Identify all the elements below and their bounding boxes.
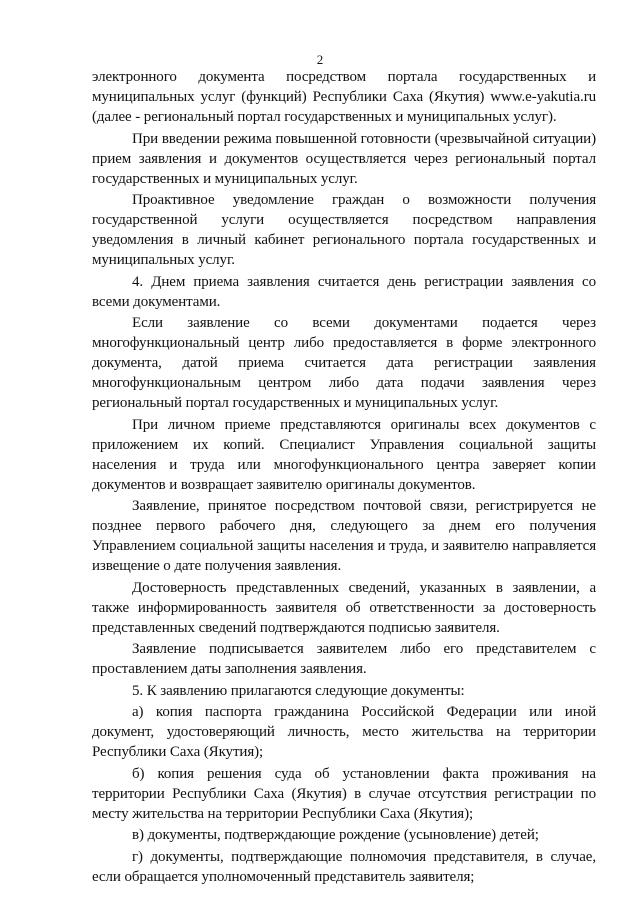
paragraph: Достоверность представленных сведений, указанных в заявлении, а также информированность заявителя об ответственности за достоверность представленных сведений подтверждаются подписью заявителя. (92, 579, 596, 636)
paragraph: При личном приеме представляются оригиналы всех документов с приложением их копий. Специалист Управления социальной защиты населения и труда или многофункционального центра заверяет копии документов и возвращает заявителю оригиналы документов. (92, 416, 596, 493)
paragraph: а) копия паспорта гражданина Российской Федерации или иной документ, удостоверяющий личность, место жительства на территории Республики Саха (Якутия); (92, 704, 596, 760)
paragraph: При введении режима повышенной готовности (чрезвычайной ситуации) прием заявления и документов осуществляется через региональный портал государственных и муниципальных услуг. (92, 130, 596, 187)
paragraph: Если заявление со всеми документами подается через многофункциональный центр либо предоставляется в форме электронного документа, датой приема считается дата регистрации заявления многофункциональным центром либо дата подачи заявления через региональный портал государственных и муниципальных услуг. (92, 315, 596, 411)
paragraph: Проактивное уведомление граждан о возможности получения государственной услуги осуществляется посредством направления уведомления в личный кабинет регионального портала государственных и муниципальных услуг. (92, 192, 596, 268)
paragraph: г) документы, подтверждающие полномочия представителя, в случае, если обращается уполномоченный представитель заявителя; (92, 848, 596, 885)
paragraph: Заявление подписывается заявителем либо его представителем с проставлением даты заполнения заявления. (92, 641, 596, 677)
paragraph: электронного документа посредством портала государственных и муниципальных услуг (функций) Республики Саха (Якутия) www.e-yakutia.ru (далее - региональный портал государственных и муниципальных услуг). (92, 69, 596, 125)
paragraph: 4. Днем приема заявления считается день регистрации заявления со всеми документами. (92, 273, 596, 310)
paragraph: 5. К заявлению прилагаются следующие документы: (132, 682, 465, 699)
paragraph: Заявление, принятое посредством почтовой связи, регистрируется не позднее первого рабочего дня, следующего за днем его получения Управлением социальной защиты населения и труда, и заявителю направляется извещение о дате получения заявления. (92, 498, 596, 574)
page-number: 2 (316, 52, 324, 67)
document-body (92, 67, 596, 887)
paragraph: в) документы, подтверждающие рождение (усыновление) детей; (132, 827, 539, 843)
paragraph: б) копия решения суда об установлении факта проживания на территории Республики Саха (Якутия) в случае отсутствия регистрации по месту жительства на территории Республики Саха (Якутия); (92, 765, 596, 822)
